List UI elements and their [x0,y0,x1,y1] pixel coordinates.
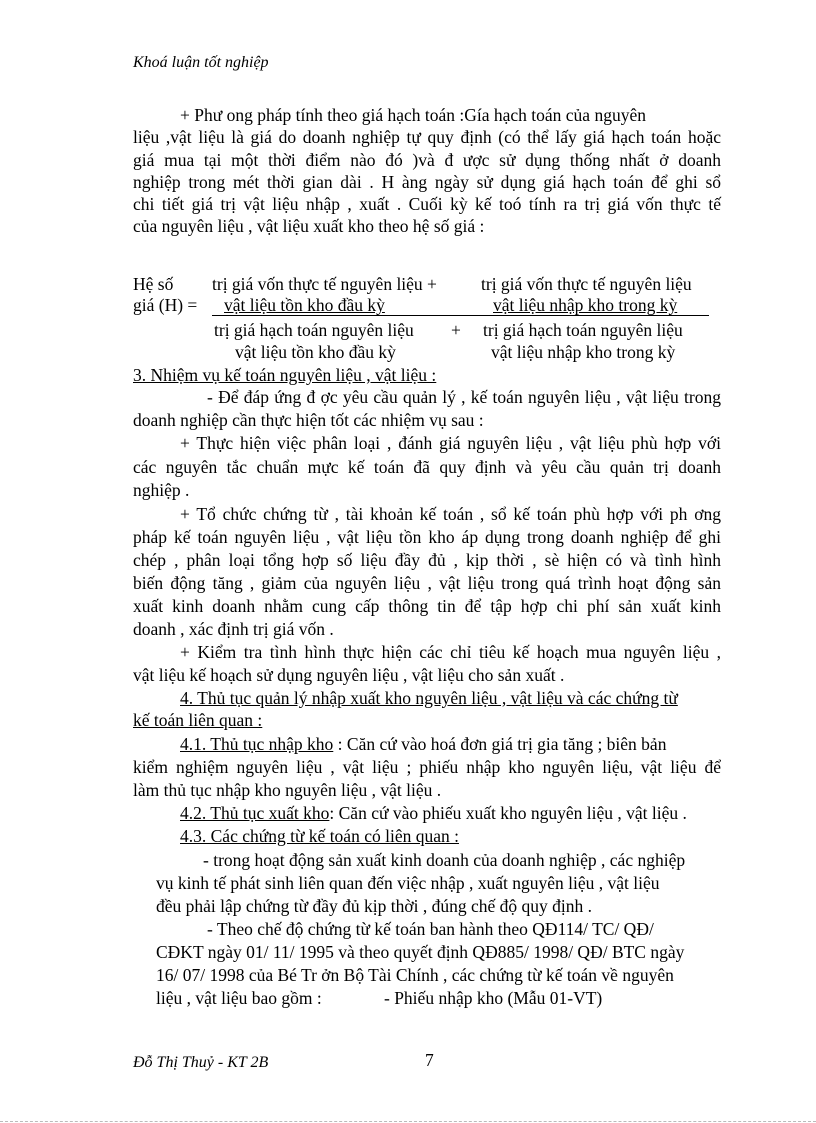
section-4-3-heading: 4.3. Các chứng từ kế toán có liên quan : [180,826,459,846]
para1-line-2: liệu ,vật liệu là giá do doanh nghiệp tự quy định (có thể lấy giá hạch toán hoặc [133,127,721,147]
sec43-line-2: vụ kinh tế phát sinh liên quan đến việc nhập , xuất nguyên liệu , vật liệu [156,873,660,893]
page-edge-divider [0,1121,816,1122]
section-4-title-line1: 4. Thủ tục quản lý nhập xuất kho nguyên liệu , vật liệu và các chứng từ [180,688,678,708]
sec43-line-4: - Theo chế độ chứng từ kế toán ban hành theo QĐ114/ TC/ QĐ/ [207,919,654,939]
section-4-1-line2: kiểm nghiệm nguyên liệu , vật liệu ; phiếu nhập kho nguyên liệu, vật liệu để [133,757,721,777]
numerator-term-a-line2: vật liệu tồn kho đầu kỳ [224,295,385,315]
formula-label-2: giá (H) = [133,295,198,315]
sec3-line-6: + Tổ chức chứng từ , tài khoản kế toán , sổ kế toán phù hợp với ph ơng [180,504,721,524]
sec3-line-7: pháp kế toán nguyên liệu , vật liệu tồn kho áp dụng trong doanh nghiệp để ghi [133,527,721,547]
section-4-1-line1 [180,733,666,755]
denominator-term-b-line2: vật liệu nhập kho trong kỳ [491,342,676,362]
running-header: Khoá luận tốt nghiệp [133,54,269,71]
section-4-1-heading: 4.1. Thủ tục nhập kho [180,734,334,754]
sec3-line-8: chép , phân loại tổng hợp số liệu đầy đủ , kịp thời , sè hiện có và tình hình [133,550,721,570]
section-4-1-line3: làm thủ tục nhập kho nguyên liệu , vật liệu . [133,780,442,800]
sec3-line-11: doanh , xác định trị giá vốn . [133,619,334,639]
para1-line-3: giá mua tại một thời điểm nào đó )và đ ược sử dụng thống nhất ở doanh [133,150,721,170]
sec3-line-4: các nguyên tắc chuẩn mực kế toán đã quy định và yêu cầu quản trị doanh [133,457,721,477]
sec43-line-7: liệu , vật liệu bao gồm : [156,988,322,1008]
page-number: 7 [425,1050,434,1070]
section-4-1-text: : Căn cứ vào hoá đơn giá trị gia tăng ; biên bản [333,734,667,754]
section-3-title: 3. Nhiệm vụ kế toán nguyên liệu , vật liệu : [133,365,437,385]
numerator-term-b-line2: vật liệu nhập kho trong kỳ [493,295,678,315]
denominator-term-b-line1: trị giá hạch toán nguyên liệu [483,320,683,340]
fraction-bar [212,315,709,316]
sec3-line-10: xuất kinh doanh nhằm cung cấp thông tin để tập hợp chi phí sản xuất kinh [133,596,721,616]
para1-line-5: chi tiết giá trị vật liệu nhập , xuất . Cuối kỳ kế toó tính ra trị giá vốn thực tế [133,194,721,214]
sec43-line-8: - Phiếu nhập kho (Mẫu 01-VT) [384,988,603,1008]
denominator-term-a-line1: trị giá hạch toán nguyên liệu [214,320,414,340]
para1-line-6: của nguyên liệu , vật liệu xuất kho theo hệ số giá : [133,216,485,236]
section-4-2-text: : Căn cứ vào phiếu xuất kho nguyên liệu , vật liệu . [329,803,687,823]
para1-line-1: + Phư ong pháp tính theo giá hạch toán :Gía hạch toán của nguyên [180,105,646,125]
sec43-line-6: 16/ 07/ 1998 của Bé Tr ởn Bộ Tài Chính , các chứng từ kế toán về nguyên [156,965,674,985]
sec3-line-9: biến động tăng , giảm của nguyên liệu , vật liệu trong quá trình hoạt động sản [133,573,721,593]
section-4-2-line1 [180,802,687,824]
sec3-line-2: doanh nghiệp cần thực hiện tốt các nhiệm vụ sau : [133,410,484,430]
section-4-2-heading: 4.2. Thủ tục xuất kho [180,803,330,823]
denominator-plus: + [451,320,461,340]
sec3-line-5: nghiệp . [133,480,190,500]
sec43-line-5: CĐKT ngày 01/ 11/ 1995 và theo quyết định QĐ885/ 1998/ QĐ/ BTC ngày [156,942,685,962]
footer-author: Đỗ Thị Thuỷ - KT 2B [133,1054,269,1071]
numerator-term-a-line1: trị giá vốn thực tế nguyên liệu + [212,274,437,294]
sec43-line-3: đều phải lập chứng từ đầy đủ kịp thời , đúng chế độ quy định . [156,896,593,916]
sec3-line-13: vật liệu kế hoạch sử dụng nguyên liệu , vật liệu cho sản xuất . [133,665,565,685]
para1-line-4: nghiệp trong mét thời gian dài . H àng ngày sử dụng giá hạch toán để ghi sổ [133,172,721,192]
numerator-term-b-line1: trị giá vốn thực tế nguyên liệu [481,274,692,294]
formula-label-1: Hệ số [133,274,174,294]
section-4-title-line2: kế toán liên quan : [133,710,263,730]
sec3-line-3: + Thực hiện việc phân loại , đánh giá nguyên liệu , vật liệu phù hợp với [180,433,721,453]
denominator-term-a-line2: vật liệu tồn kho đầu kỳ [235,342,396,362]
sec43-line-1: - trong hoạt động sản xuất kinh doanh của doanh nghiệp , các nghiệp [203,850,686,870]
sec3-line-1: - Để đáp ứng đ ợc yêu cầu quản lý , kế toán nguyên liệu , vật liệu trong [207,387,721,407]
sec3-line-12: + Kiểm tra tình hình thực hiện các chỉ tiêu kế hoạch mua nguyên liệu , [180,642,721,662]
